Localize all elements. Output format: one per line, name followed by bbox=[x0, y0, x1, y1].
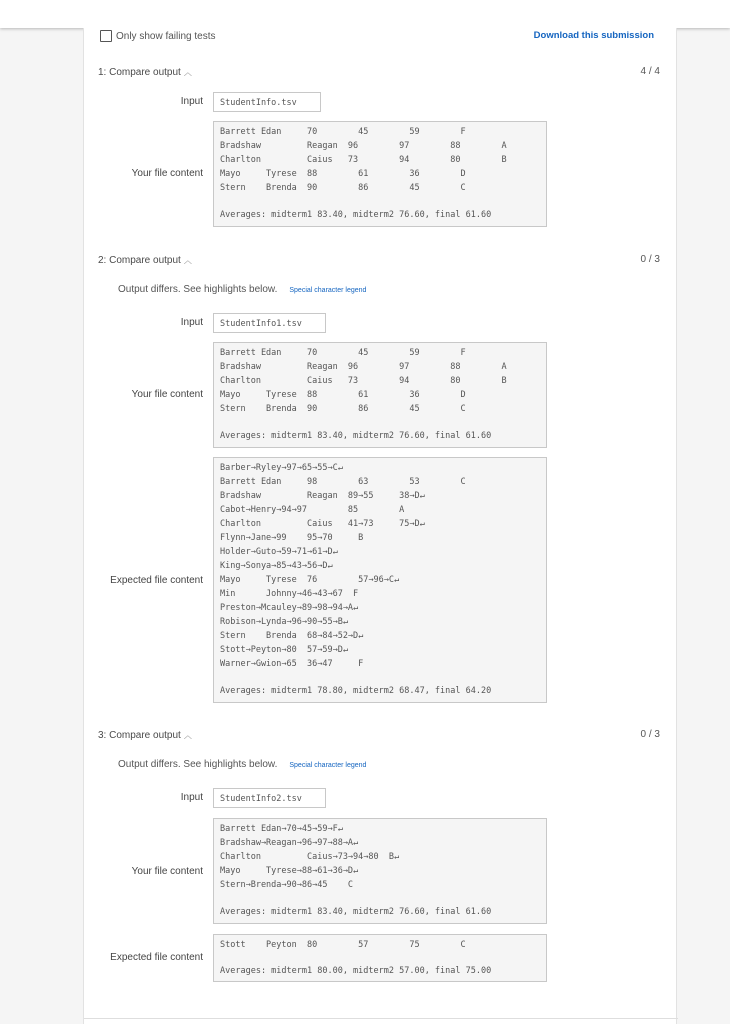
test-3-title: 3: Compare output bbox=[98, 730, 181, 741]
output-line: Charlton Caius 41→73 75→D↵ bbox=[220, 519, 425, 529]
download-submission-link[interactable]: Download this submission bbox=[533, 30, 654, 41]
submission-card bbox=[83, 28, 677, 1024]
test-3-header[interactable] bbox=[98, 730, 192, 741]
output-line: Charlton Caius 73 94 80 B bbox=[220, 155, 507, 165]
test-2-diff-message bbox=[118, 284, 366, 295]
test-2-score: 0 / 3 bbox=[640, 254, 660, 265]
output-line: Bradshaw Reagan 96 97 88 A bbox=[220, 362, 507, 372]
test-3-expected-label: Expected file content bbox=[110, 952, 203, 963]
output-line: Barrett Edan→70→45→59→F↵ bbox=[220, 824, 343, 834]
test-2-expected-label: Expected file content bbox=[110, 575, 203, 586]
averages-line: Averages: midterm1 80.00, midterm2 57.00, final 75.00 bbox=[220, 966, 492, 976]
chevron-up-icon: ︿ bbox=[183, 68, 192, 77]
test-2-input-label: Input bbox=[180, 317, 203, 328]
chevron-up-icon: ︿ bbox=[183, 256, 192, 265]
output-line: Mayo Tyrese 88 61 36 D bbox=[220, 169, 466, 179]
output-line: Bradshaw Reagan 96 97 88 A bbox=[220, 141, 507, 151]
test-3-input-label: Input bbox=[180, 792, 203, 803]
test-3-your-output bbox=[213, 818, 547, 924]
test-3-input-file: StudentInfo2.tsv bbox=[213, 788, 326, 808]
output-line: Stern Brenda 90 86 45 C bbox=[220, 183, 466, 193]
output-line: Bradshaw Reagan 89→55 38→D↵ bbox=[220, 491, 425, 501]
output-line: King→Sonya→85→43→56→D↵ bbox=[220, 561, 333, 571]
test-1-input-file: StudentInfo.tsv bbox=[213, 92, 321, 112]
output-line: Charlton Caius→73→94→80 B↵ bbox=[220, 852, 400, 862]
output-line: Mayo Tyrese→88→61→36→D↵ bbox=[220, 866, 359, 876]
output-line: Stott Peyton 80 57 75 C bbox=[220, 940, 466, 950]
output-line: Barrett Edan 70 45 59 F bbox=[220, 348, 466, 358]
output-line: Stern Brenda 90 86 45 C bbox=[220, 404, 466, 414]
output-line: Min Johnny→46→43→67 F bbox=[220, 589, 359, 599]
output-line: Stern→Brenda→90→86→45 C bbox=[220, 880, 354, 890]
output-line: Barrett Edan 70 45 59 F bbox=[220, 127, 466, 137]
diff-text: Output differs. See highlights below. bbox=[118, 284, 278, 295]
output-line: Barrett Edan 98 63 53 C bbox=[220, 477, 466, 487]
averages-line: Averages: midterm1 78.80, midterm2 68.47, final 64.20 bbox=[220, 686, 492, 696]
averages-line: Averages: midterm1 83.40, midterm2 76.60, final 61.60 bbox=[220, 431, 492, 441]
output-line: Holder→Guto→59→71→61→D↵ bbox=[220, 547, 338, 557]
output-line: Flynn→Jane→99 95→70 B bbox=[220, 533, 364, 543]
test-2-header[interactable] bbox=[98, 255, 192, 266]
test-3-expected-output bbox=[213, 934, 547, 982]
test-1-header[interactable] bbox=[98, 67, 192, 78]
output-line: Barber→Ryley→97→65→55→C↵ bbox=[220, 463, 343, 473]
only-failing-label: Only show failing tests bbox=[116, 31, 216, 42]
special-character-legend-link[interactable]: Special character legend bbox=[289, 762, 367, 769]
special-character-legend-link[interactable]: Special character legend bbox=[289, 287, 367, 294]
averages-line: Averages: midterm1 83.40, midterm2 76.60, final 61.60 bbox=[220, 907, 492, 917]
test-2-title: 2: Compare output bbox=[98, 255, 181, 266]
output-line: Charlton Caius 73 94 80 B bbox=[220, 376, 507, 386]
output-line: Stott→Peyton→80 57→59→D↵ bbox=[220, 645, 348, 655]
only-failing-checkbox[interactable] bbox=[100, 30, 112, 42]
card-divider bbox=[84, 1018, 678, 1019]
test-2-expected-output bbox=[213, 457, 547, 703]
test-1-score: 4 / 4 bbox=[640, 66, 660, 77]
diff-text: Output differs. See highlights below. bbox=[118, 759, 278, 770]
top-bar bbox=[0, 0, 730, 28]
test-1-title: 1: Compare output bbox=[98, 67, 181, 78]
output-line: Preston→Mcauley→89→98→94→A↵ bbox=[220, 603, 359, 613]
chevron-up-icon: ︿ bbox=[183, 731, 192, 740]
output-line: Robison→Lynda→96→90→55→B↵ bbox=[220, 617, 348, 627]
output-line: Mayo Tyrese 76 57→96→C↵ bbox=[220, 575, 400, 585]
output-line: Mayo Tyrese 88 61 36 D bbox=[220, 390, 466, 400]
test-1-your-output bbox=[213, 121, 547, 227]
output-line: Bradshaw→Reagan→96→97→88→A↵ bbox=[220, 838, 359, 848]
test-2-your-label: Your file content bbox=[131, 389, 203, 400]
test-1-your-label: Your file content bbox=[131, 168, 203, 179]
test-2-input-file: StudentInfo1.tsv bbox=[213, 313, 326, 333]
test-1-input-label: Input bbox=[180, 96, 203, 107]
test-2-your-output bbox=[213, 342, 547, 448]
output-line: Warner→Gwion→65 36→47 F bbox=[220, 659, 364, 669]
test-3-your-label: Your file content bbox=[131, 866, 203, 877]
test-3-diff-message bbox=[118, 759, 366, 770]
output-line: Stern Brenda 68→84→52→D↵ bbox=[220, 631, 364, 641]
test-3-score: 0 / 3 bbox=[640, 729, 660, 740]
output-line: Cabot→Henry→94→97 85 A bbox=[220, 505, 405, 515]
averages-line: Averages: midterm1 83.40, midterm2 76.60, final 61.60 bbox=[220, 210, 492, 220]
